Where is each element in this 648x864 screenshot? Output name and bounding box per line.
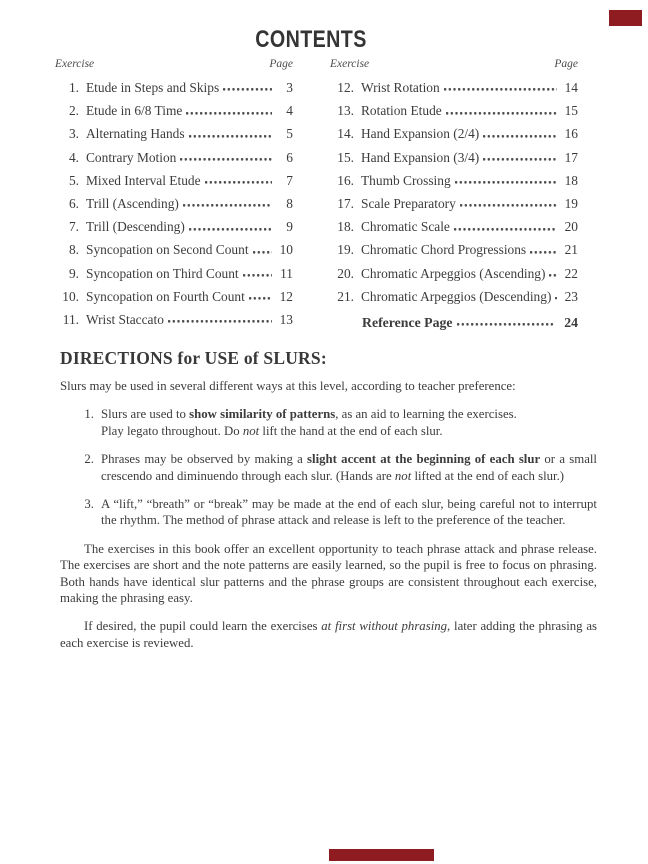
toc-row [330,238,578,261]
toc-entry-page: 11 [280,265,293,281]
toc-entry-title: Hand Expansion (2/4) [361,126,480,142]
toc-entry-number: 18. [337,219,354,235]
toc-entry-title: Syncopation on Fourth Count [86,288,245,304]
toc-entry-title: Wrist Staccato [86,312,164,328]
toc-row [55,146,293,169]
toc-entry-page: 22 [564,265,578,281]
toc-entry-number: 16. [337,172,354,188]
toc-row [55,308,293,331]
toc-entry-number: 3. [68,126,79,142]
bold-text-run: slight accent at the beginning of each slur [307,452,541,467]
toc-leader-dots [530,241,557,254]
red-accent-bottom [329,849,434,861]
toc-left-column [55,57,293,331]
toc-row [330,122,578,145]
toc-leader-dots [457,314,555,327]
bold-text-run: show similarity of patterns [189,407,336,422]
toc-entry-number: 14. [337,126,354,142]
toc-left-header [55,57,293,72]
directions-item-number: 2. [84,452,94,467]
toc-entry-title: Hand Expansion (3/4) [361,149,480,165]
toc-entry-title: Wrist Rotation [361,80,440,95]
toc-entry-page: 5 [286,126,293,142]
toc-entry-title: Trill (Descending) [86,219,185,235]
toc-entry-number: 1. [68,80,79,95]
toc-row [330,99,578,122]
directions-intro: Slurs may be used in several different ways at this level, according to teacher preference: [60,379,516,393]
toc-leader-dots [189,125,272,138]
toc-row [55,192,293,215]
toc-row [55,169,293,192]
text-run: Phrases may be observed by making a [101,452,308,467]
toc-row [330,262,578,285]
toc-entry-page: 17 [564,149,578,165]
toc-leader-dots [253,241,272,254]
text-run: If desired, the pupil could learn the exercises [84,619,322,634]
text-run: The exercises in this book offer an excellent opportunity to teach phrase attack and phrase release. The exercises are short and the note patterns are easily learned, so the pupil is free to focus on phrasing. Both hands have identical slur patterns and the phrase groups are consistent throughout each exercise, making the phrasing easy. [60,541,597,606]
toc-entry-title: Scale Preparatory [361,196,456,212]
text-run: lifted at the end of each slur.) [411,468,565,483]
toc-entry-title: Chromatic Chord Progressions [361,242,527,258]
text-run: , later adding the phrasing as each exercise is reviewed. [60,619,597,650]
toc-entry-page: 9 [286,219,293,235]
toc-entry-number: 9. [68,265,79,281]
toc-exercise-header: Exercise [330,58,370,70]
toc-row [55,215,293,238]
toc-row [330,76,578,99]
italic-text-run: at first without phrasing [321,619,448,634]
toc-entry-page: 4 [286,103,293,119]
toc-entry-number: 8. [68,242,79,258]
toc-leader-dots [455,172,557,185]
toc-entry-title: Rotation Etude [361,103,442,119]
text-run: lift the hand at the end of each slur. [259,423,443,438]
toc-row [330,192,578,215]
text-run: Play legato throughout. Do [101,423,243,438]
italic-text-run: not [394,468,412,483]
toc-entry-title: Chromatic Arpeggios (Ascending) [361,265,546,281]
toc-entry-page: 7 [286,172,293,188]
toc-right-header [330,57,578,72]
toc-entry-page: 3 [286,80,293,95]
directions-list [60,406,597,528]
toc-entry-title: Trill (Ascending) [86,196,179,212]
toc-entry-page: 19 [564,196,578,212]
toc-entry-page: 8 [286,196,293,212]
text-run: Slurs are used to [101,407,190,422]
toc-entry-number: 21. [337,288,354,304]
toc-entry-page: 20 [564,219,578,235]
reference-page-title: Reference Page [362,315,453,331]
toc-leader-dots [249,288,272,301]
text-run: or a small crescendo and diminuendo through each slur. (Hands are [101,452,597,483]
toc-entry-page: 21 [564,242,578,258]
toc-entry-page: 12 [279,288,293,304]
toc-entry-title: Etude in 6/8 Time [86,103,183,119]
directions-item-text [101,451,597,484]
toc-entry-title: Syncopation on Second Count [86,242,249,258]
toc-entry-number: 12. [337,80,354,95]
toc-leader-dots [483,149,557,162]
toc-entry-number: 17. [337,196,354,212]
directions-item [60,451,597,484]
toc-entry-page: 10 [279,242,293,258]
toc-page-header: Page [269,58,293,70]
toc-entry-page: 14 [564,80,578,95]
toc-leader-dots [549,265,557,278]
directions-heading: DIRECTIONS for USE of SLURS: [60,348,327,368]
toc-leader-dots [483,125,557,138]
paragraph [60,618,597,651]
toc-leader-dots [180,149,272,162]
toc-entry-number: 10. [62,288,79,304]
directions-item-text [101,496,597,529]
toc-entry-number: 13. [337,103,354,119]
toc-entry-number: 20. [337,265,354,281]
toc-leader-dots [454,218,557,231]
toc-entry-page: 15 [564,103,578,119]
toc-row [55,285,293,308]
toc-leader-dots [186,102,272,115]
toc-entry-number: 6. [68,196,79,212]
toc-row [330,285,578,308]
toc-leader-dots [183,195,272,208]
text-run: , as an aid to learning the exercises. [335,407,517,422]
toc-entry-title: Chromatic Scale [361,219,450,235]
toc-row [55,262,293,285]
toc-entry-number: 2. [68,103,79,119]
toc-leader-dots [189,218,272,231]
toc-entry-title: Contrary Motion [86,149,177,165]
page-title: CONTENTS [255,26,367,53]
toc-leader-dots [460,195,557,208]
toc-leader-dots [555,288,557,301]
reference-page-number: 24 [564,315,578,331]
toc-leader-dots [168,311,272,324]
toc-entry-number: 7. [68,219,79,235]
toc-entry-title: Mixed Interval Etude [86,172,201,188]
toc-entry-number: 11. [62,312,79,328]
italic-text-run: not [242,423,260,438]
toc-leader-dots [243,265,272,278]
toc-entry-title: Alternating Hands [86,126,185,142]
toc-row [330,215,578,238]
text-run: A “lift,” “breath” or “break” may be made at the end of each slur, being careful not to interrupt the rhythm. The method of phrase attack and release is left to the preference of the teacher. [101,497,597,528]
toc-entry-page: 23 [564,288,578,304]
toc-row [330,169,578,192]
directions-item-number: 3. [84,497,94,512]
directions-section [60,348,597,651]
directions-item-number: 1. [84,407,94,422]
toc-entry-title: Thumb Crossing [361,172,451,188]
toc-entry-page: 18 [564,172,578,188]
toc-entry-page: 6 [286,149,293,165]
toc-entry-number: 19. [337,242,354,258]
toc-row [330,146,578,169]
directions-item [60,406,597,439]
paragraph [60,541,597,607]
red-accent-top-right [609,10,642,26]
directions-paragraphs [60,541,597,651]
toc-entry-title: Chromatic Arpeggios (Descending) [361,288,552,304]
toc-entry-page: 13 [279,312,293,328]
toc-exercise-header: Exercise [55,58,95,70]
toc-entry-number: 4. [68,149,79,165]
directions-item-text [101,406,597,439]
toc-page-header: Page [554,58,578,70]
directions-item [60,496,597,529]
toc-entry-number: 5. [68,172,79,188]
toc-leader-dots [444,79,557,92]
toc-entry-page: 16 [564,126,578,142]
toc-leader-dots [446,102,557,115]
toc-row [55,122,293,145]
toc-row [55,76,293,99]
toc-right-column [330,57,578,334]
page-header [0,26,648,54]
reference-page-row [330,311,578,334]
toc-entry-title: Syncopation on Third Count [86,265,239,281]
toc-entry-title: Etude in Steps and Skips [86,80,220,95]
toc-leader-dots [223,79,272,92]
toc-entry-number: 15. [337,149,354,165]
toc-row [55,238,293,261]
toc-row [55,99,293,122]
toc-leader-dots [205,172,272,185]
